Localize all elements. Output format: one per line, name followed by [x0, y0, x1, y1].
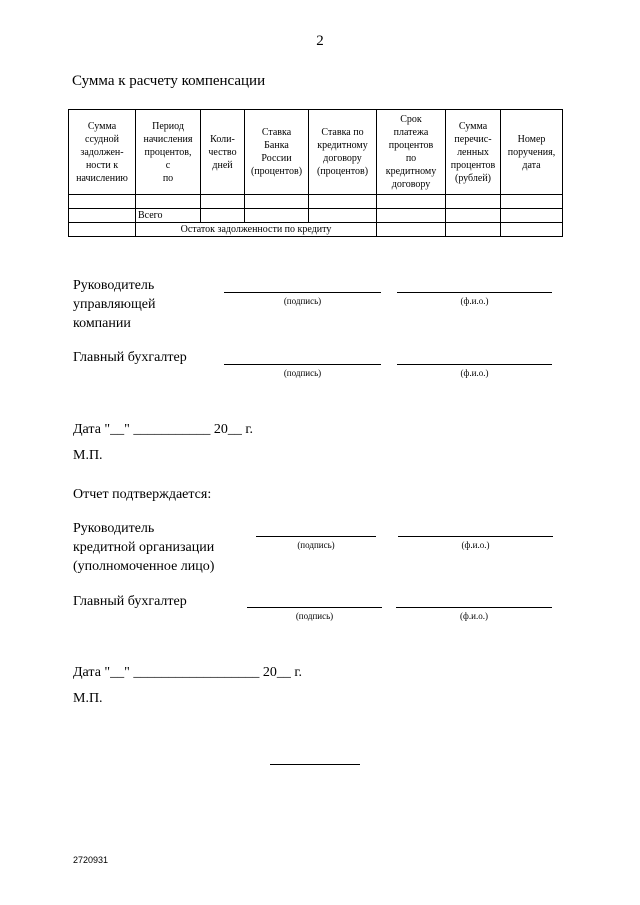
- manager-label-1: Руководитель управляющей компании: [73, 278, 156, 331]
- header-transferred-sum: Сумма перечис- ленных процентов (рублей): [446, 110, 501, 195]
- confirm-heading: Отчет подтверждается:: [73, 487, 212, 502]
- name-caption-3: (ф.и.о.): [461, 540, 490, 550]
- header-period: Период начисления процентов, с по: [136, 110, 201, 195]
- header-payment-term: Срок платежа процентов по кредитному договору: [377, 110, 446, 195]
- stamp-2: М.П.: [73, 691, 103, 706]
- name-caption-4: (ф.и.о.): [460, 611, 488, 621]
- header-bank-rate: Ставка Банка России (процентов): [245, 110, 309, 195]
- signature-caption-3: (подпись): [297, 540, 335, 550]
- compensation-table: [68, 109, 563, 237]
- accountant-label-1: Главный бухгалтер: [73, 350, 187, 365]
- header-order-number: Номер поручения, дата: [501, 110, 563, 195]
- signature-line-3: [256, 536, 376, 537]
- page-number: 2: [316, 33, 324, 49]
- header-loan-amount: Сумма ссудной задолжен- ности к начислению: [69, 110, 136, 195]
- name-caption-2: (ф.и.о.): [460, 368, 489, 378]
- signature-line-2: [224, 364, 381, 365]
- date-line-2: Дата "__" __________________ 20__ г.: [73, 665, 302, 680]
- header-days: Коли- чество дней: [201, 110, 245, 195]
- table-total-row: [69, 209, 563, 223]
- signature-caption-1: (подпись): [283, 296, 322, 306]
- name-line-1: [397, 292, 552, 293]
- table-remaining-row: [69, 223, 563, 237]
- table-header-row: [69, 110, 563, 195]
- signature-caption-2: (подпись): [283, 368, 322, 378]
- date-line-1: Дата "__" ___________ 20__ г.: [73, 422, 253, 437]
- table-row: [69, 195, 563, 209]
- signature-line-1: [224, 292, 381, 293]
- name-line-3: [398, 536, 553, 537]
- signature-caption-4: (подпись): [295, 611, 334, 621]
- name-caption-1: (ф.и.о.): [460, 296, 489, 306]
- footer-code: 2720931: [73, 855, 109, 865]
- header-contract-rate: Ставка по кредитному договору (процентов): [309, 110, 377, 195]
- section-title: Сумма к расчету компенсации: [72, 73, 266, 89]
- manager-label-2: Руководитель кредитной организации (уполномоченное лицо): [73, 521, 215, 574]
- accountant-label-2: Главный бухгалтер: [73, 594, 187, 609]
- signature-line-4: [247, 607, 382, 608]
- name-line-2: [397, 364, 552, 365]
- stamp-1: М.П.: [73, 448, 103, 463]
- name-line-4: [396, 607, 552, 608]
- end-divider: [270, 764, 360, 765]
- remaining-label: Остаток задолженности по кредиту: [136, 223, 377, 237]
- total-label: Всего: [136, 209, 201, 223]
